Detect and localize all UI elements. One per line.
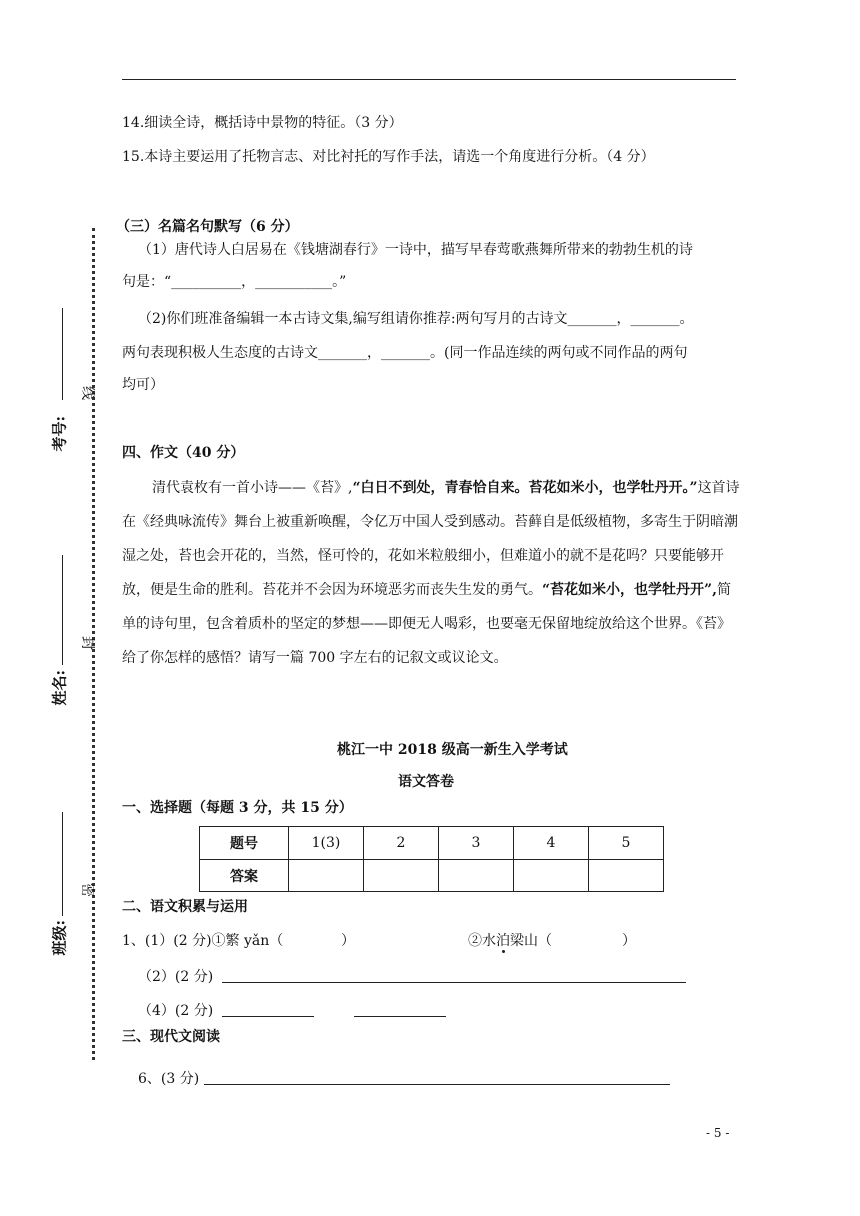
answer-1-4-label: （4）(2 分) [138, 1003, 214, 1019]
answer-1-1-b-suffix: 梁山（ [510, 933, 552, 949]
answer-sheet-subtitle: 语文答卷 [398, 774, 454, 790]
answer-section-2-heading: 二、语文积累与运用 [122, 899, 248, 915]
section-3-item-1-line-2: 句是：“__________，___________。” [122, 274, 347, 290]
section-3-item-2-line-3: 均可） [122, 377, 164, 393]
answer-6-label: 6、(3 分) [138, 1071, 200, 1087]
essay-prompt-end: 简单的诗句里，包含着质朴的坚定的梦想——即便无人喝彩，也要毫无保留地绽放给这个世界。《苔》给了你怎样的感悟？请写一篇 700 字左右的记叙文或议论文。 [122, 582, 731, 666]
name-underline [62, 555, 63, 665]
table-header-cell: 3 [439, 827, 514, 860]
table-header-cell: 1(3) [289, 827, 364, 860]
class-label: 班级: [50, 919, 69, 956]
answer-1-1-b-dotted-char: 泊 [496, 933, 510, 949]
page-number: - 5 - [706, 1126, 730, 1140]
answer-section-1-heading: 一、选择题（每题 3 分，共 15 分） [122, 800, 353, 816]
section-3-item-2-line-1: （2)你们班准备编辑一本古诗文集,编写组请你推荐:两句写月的古诗文_______，_______。 [138, 311, 694, 327]
answer-sheet-title: 桃江一中 2018 级高一新生入学考试 [337, 742, 568, 758]
section-3-item-1-line-1: （1）唐代诗人白居易在《钱塘湖春行》一诗中，描写早春莺歌燕舞所带来的勃勃生机的诗 [138, 242, 693, 258]
section-3-item-2-line-2: 两句表现积极人生态度的古诗文_______，_______。(同一作品连续的两句或不同作品的两句 [122, 345, 688, 361]
answer-1-1-a-label: 1、(1）(2 分)①繁 yǎn（ [122, 933, 284, 949]
table-header-cell: 2 [364, 827, 439, 860]
answer-1-1-b-label [468, 930, 552, 950]
essay-prompt [122, 471, 744, 675]
answer-cell[interactable] [514, 860, 589, 892]
binding-mark-feng: 封 [79, 636, 95, 650]
answer-1-4-blank-1[interactable] [222, 1002, 314, 1017]
answer-table-header-row [200, 827, 664, 860]
answer-cell[interactable] [439, 860, 514, 892]
answer-6-blank[interactable] [204, 1070, 670, 1085]
exam-number-label: 考号: [50, 415, 69, 452]
answer-1-1-b-close: ） [622, 933, 636, 949]
header-rule [122, 79, 736, 80]
answer-1-1-b-prefix: ②水 [468, 933, 496, 949]
binding-mark-xian: 线 [79, 386, 95, 400]
essay-heading: 四、作文（40 分） [122, 445, 245, 461]
answer-table [199, 826, 664, 892]
essay-prompt-intro: 清代袁枚有一首小诗——《苔》, [152, 480, 353, 496]
answer-1-4-blank-2[interactable] [354, 1002, 446, 1017]
exam-number-underline [62, 308, 63, 400]
essay-prompt-body: 这首诗在《经典咏流传》舞台上被重新唤醒，令亿万中国人受到感动。苔藓自是低级植物，多寄生于阴暗潮湿之处，苔也会开花的，当然，怪可怜的，花如米粒般细小，但难道小的就不是花吗？只要能够开放，便是生命的胜利。苔花并不会因为环境恶劣而丧失生发的勇气。 [122, 480, 740, 598]
class-underline [62, 812, 63, 916]
answer-cell[interactable] [364, 860, 439, 892]
question-14: 14.细读全诗，概括诗中景物的特征。（3 分） [122, 115, 403, 131]
table-header-cell: 5 [589, 827, 664, 860]
table-header-cell: 题号 [200, 827, 289, 860]
essay-poem-quote: “白日不到处，青春恰自来。苔花如米小，也学牡丹开。” [352, 480, 698, 496]
answer-1-1-a-close: ） [341, 933, 355, 949]
question-15: 15.本诗主要运用了托物言志、对比衬托的写作手法，请选一个角度进行分析。（4 分） [122, 149, 655, 165]
answer-cell[interactable] [289, 860, 364, 892]
answer-row-label: 答案 [200, 860, 289, 892]
answer-1-2-label: （2）(2 分) [138, 969, 214, 985]
table-header-cell: 4 [514, 827, 589, 860]
section-3-heading: （三）名篇名句默写（6 分） [116, 219, 299, 235]
answer-cell[interactable] [589, 860, 664, 892]
binding-mark-mi: 密 [79, 883, 95, 897]
name-label: 姓名: [50, 669, 69, 706]
essay-poem-line: “苔花如米小，也学牡丹开”, [542, 582, 717, 598]
answer-table-answer-row [200, 860, 664, 892]
answer-1-2-blank[interactable] [222, 968, 686, 983]
answer-section-3-heading: 三、现代文阅读 [122, 1029, 220, 1045]
